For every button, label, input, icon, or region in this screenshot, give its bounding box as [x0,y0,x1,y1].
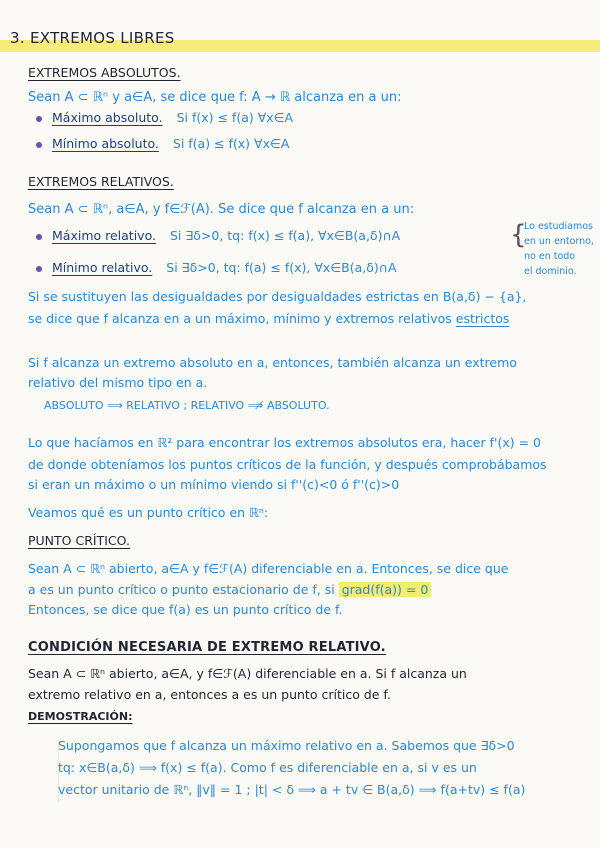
r1-line-4: Veamos qué es un punto crítico en ℝⁿ: [28,505,269,520]
max-relativo-label: Máximo relativo. [52,228,156,243]
heading-punto-critico: PUNTO CRÍTICO. [28,533,130,548]
max-absoluto-label: Máximo absoluto. [52,110,163,125]
side-note-3: no en todo [524,251,576,262]
critico-line-3: Entonces, se dice que f(a) es un punto crítico de f. [28,602,343,617]
critico-line-2 [28,584,431,597]
min-absoluto-text: Si f(a) ≤ f(x) ∀x∈A [172,136,290,151]
bullet-icon [36,266,42,272]
side-note-brace: { [510,220,527,250]
condicion-line-2: extremo relativo en a, entonces a es un punto crítico de f. [28,687,391,702]
relativos-intro: Sean A ⊂ ℝⁿ, a∈A, y f∈ℱ(A). Se dice que f alcanza en a un: [28,202,415,217]
r1-line-3: si eran un máximo o un mínimo viendo si f''(c)<0 ó f''(c)>0 [28,477,400,492]
heading-condicion: CONDICIÓN NECESARIA DE EXTREMO RELATIVO. [28,640,386,655]
demo-heading: DEMOSTRACIÓN: [28,710,133,723]
relativos-item-max [36,230,400,243]
demo-line-2: tq: x∈B(a,δ) ⟹ f(x) ≤ f(a). Como f es diferenciable en a, si v es un [58,760,477,775]
min-relativo-label: Mínimo relativo. [52,260,153,275]
critico-line-1: Sean A ⊂ ℝⁿ abierto, a∈A y f∈ℱ(A) diferenciable en a. Entonces, se dice que [28,561,509,576]
bullet-icon [36,142,42,148]
max-relativo-text: Si ∃δ>0, tq: f(x) ≤ f(a), ∀x∈B(a,δ)∩A [169,228,401,243]
relativos-item-min [36,262,397,275]
max-absoluto-text: Si f(x) ≤ f(a) ∀x∈A [176,110,294,125]
demo-line-3: vector unitario de ℝⁿ, ‖v‖ = 1 ; |t| < δ ⟹ a + tv ∈ B(a,δ) ⟹ f(a+tv) ≤ f(a) [58,782,526,797]
absolutos-item-min [36,138,289,151]
side-note-2: en un entorno, [524,236,594,247]
absolutos-item-max [36,112,293,125]
min-absoluto-label: Mínimo absoluto. [52,136,159,151]
bullet-icon [36,234,42,240]
section-title: 3. EXTREMOS LIBRES [10,29,175,47]
critico-line-2-text: a es un punto crítico o punto estacionario de f, si [28,582,335,597]
r1-line-1: Lo que hacíamos en ℝ² para encontrar los extremos absolutos era, hacer f'(x) = 0 [28,435,541,450]
strict-line-2 [28,313,509,326]
condicion-line-1: Sean A ⊂ ℝⁿ abierto, a∈A, y f∈ℱ(A) diferenciable en a. Si f alcanza un [28,666,467,681]
heading-relativos: EXTREMOS RELATIVOS. [28,174,174,189]
heading-absolutos: EXTREMOS ABSOLUTOS. [28,65,181,80]
relacion-line-1: Si f alcanza un extremo absoluto en a, entonces, también alcanza un extremo [28,355,517,370]
absolutos-intro: Sean A ⊂ ℝⁿ y a∈A, se dice que f: A → ℝ alcanza en a un: [28,90,402,105]
relacion-line-2: relativo del mismo tipo en a. [28,375,208,390]
min-relativo-text: Si ∃δ>0, tq: f(a) ≤ f(x), ∀x∈B(a,δ)∩A [166,260,397,275]
grad-highlight: grad(f(a)) = 0 [339,582,432,597]
demo-line-1: Supongamos que f alcanza un máximo relativo en a. Sabemos que ∃δ>0 [58,738,515,753]
r1-line-2: de donde obteníamos los puntos críticos de la función, y después comprobábamos [28,457,547,472]
strict-line-2-text: se dice que f alcanza en a un máximo, mínimo y extremos relativos [28,311,452,326]
side-note-4: el dominio. [524,266,577,277]
strict-word: estrictos [455,311,510,326]
side-note-1: Lo estudiamos [524,221,594,232]
implication-line: ABSOLUTO ⟹ RELATIVO ; RELATIVO ⟹̸ ABSOLUTO. [44,399,330,412]
strict-line-1: Si se sustituyen las desigualdades por desigualdades estrictas en B(a,δ) − {a}, [28,289,527,304]
bullet-icon [36,116,42,122]
